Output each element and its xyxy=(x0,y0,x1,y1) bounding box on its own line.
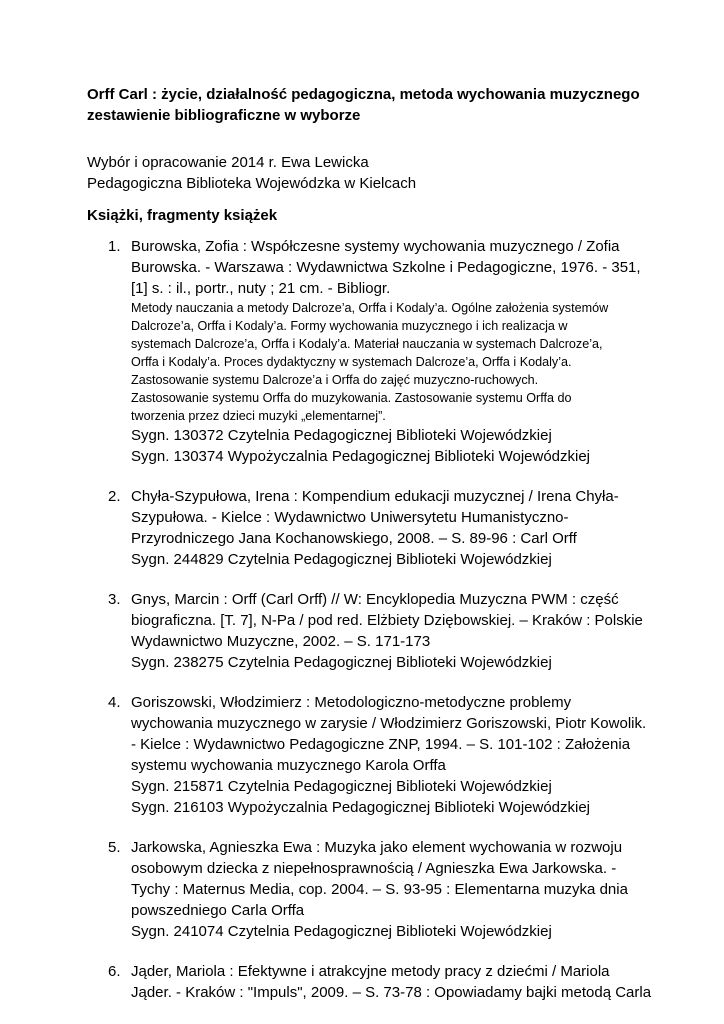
entry-annotation-line: Dalcroze’a, Orffa i Kodaly’a. Formy wychowania muzycznego i ich realizacja w xyxy=(131,319,568,333)
bibliography-entry xyxy=(108,692,668,818)
bibliography-entry xyxy=(108,837,668,942)
title-line: Orff Carl : życie, działalność pedagogiczna, metoda wychowania muzycznego xyxy=(87,86,640,103)
entry-citation-line: Jąder, Mariola : Efektywne i atrakcyjne metody pracy z dziećmi / Mariola xyxy=(131,963,610,980)
entry-citation-line: systemu wychowania muzycznego Karola Orffa xyxy=(131,757,446,774)
entry-body xyxy=(131,236,668,467)
entry-citation-line: Przyrodniczego Jana Kochanowskiego, 2008. – S. 89-96 : Carl Orff xyxy=(131,530,577,547)
bibliography-list xyxy=(108,236,668,1022)
entry-annotation-line: systemach Dalcroze’a, Orffa i Kodaly’a. Materiał nauczania w systemach Dalcroze’a, xyxy=(131,337,603,351)
entry-call-number: Sygn. 130372 Czytelnia Pedagogicznej Biblioteki Wojewódzkiej xyxy=(131,427,552,444)
entry-citation-line: Chyła-Szypułowa, Irena : Kompendium edukacji muzycznej / Irena Chyła- xyxy=(131,488,619,505)
bibliography-entry xyxy=(108,589,668,673)
bibliography-entry xyxy=(108,236,668,467)
entry-body xyxy=(131,961,668,1003)
compiler-line: Wybór i opracowanie 2014 r. Ewa Lewicka xyxy=(87,154,369,171)
entry-number: 1. xyxy=(108,238,121,255)
entry-number: 6. xyxy=(108,963,121,980)
entry-citation-line: wychowania muzycznego w zarysie / Włodzimierz Goriszowski, Piotr Kowolik. xyxy=(131,715,647,732)
entry-body xyxy=(131,589,668,673)
entry-annotation-line: Metody nauczania a metody Dalcroze’a, Orffa i Kodaly’a. Ogólne założenia systemów xyxy=(131,301,609,315)
entry-citation-line: powszedniego Carla Orffa xyxy=(131,902,305,919)
entry-citation-line: Gnys, Marcin : Orff (Carl Orff) // W: Encyklopedia Muzyczna PWM : część xyxy=(131,591,619,608)
bibliography-entry xyxy=(108,486,668,570)
entry-annotation-line: Orffa i Kodaly’a. Proces dydaktyczny w systemach Dalcroze’a, Orffa i Kodaly’a. xyxy=(131,355,572,369)
entry-annotation-line: Zastosowanie systemu Orffa do muzykowania. Zastosowanie systemu Orffa do xyxy=(131,391,572,405)
entry-citation-line: biograficzna. [T. 7], N-Pa / pod red. Elżbiety Dziębowskiej. – Kraków : Polskie xyxy=(131,612,643,629)
entry-call-number: Sygn. 244829 Czytelnia Pedagogicznej Biblioteki Wojewódzkiej xyxy=(131,551,552,568)
compilation-info xyxy=(87,152,416,194)
entry-citation-line: Tychy : Maternus Media, cop. 2004. – S. 93-95 : Elementarna muzyka dnia xyxy=(131,881,628,898)
entry-call-number: Sygn. 130374 Wypożyczalnia Pedagogicznej Biblioteki Wojewódzkiej xyxy=(131,448,591,465)
entry-body xyxy=(131,837,668,942)
entry-citation-line: Goriszowski, Włodzimierz : Metodologiczno-metodyczne problemy xyxy=(131,694,572,711)
entry-citation-line: Wydawnictwo Muzyczne, 2002. – S. 171-173 xyxy=(131,633,431,650)
entry-citation-line: Szypułowa. - Kielce : Wydawnictwo Uniwersytetu Humanistyczno- xyxy=(131,509,569,526)
entry-citation-line: Burowska. - Warszawa : Wydawnictwa Szkolne i Pedagogiczne, 1976. - 351, xyxy=(131,259,641,276)
entry-call-number: Sygn. 238275 Czytelnia Pedagogicznej Biblioteki Wojewódzkiej xyxy=(131,654,552,671)
entry-citation-line: [1] s. : il., portr., nuty ; 21 cm. - Bibliogr. xyxy=(131,280,391,297)
entry-call-number: Sygn. 215871 Czytelnia Pedagogicznej Biblioteki Wojewódzkiej xyxy=(131,778,552,795)
entry-citation-line: Burowska, Zofia : Współczesne systemy wychowania muzycznego / Zofia xyxy=(131,238,620,255)
entry-number: 3. xyxy=(108,591,121,608)
entry-call-number: Sygn. 241074 Czytelnia Pedagogicznej Biblioteki Wojewódzkiej xyxy=(131,923,552,940)
entry-annotation-line: tworzenia przez dzieci muzyki „elementarnej”. xyxy=(131,409,386,423)
entry-call-number: Sygn. 216103 Wypożyczalnia Pedagogicznej Biblioteki Wojewódzkiej xyxy=(131,799,591,816)
entry-citation-line: - Kielce : Wydawnictwo Pedagogiczne ZNP, 1994. – S. 101-102 : Założenia xyxy=(131,736,631,753)
bibliography-entry xyxy=(108,961,668,1003)
entry-citation-line: Jąder. - Kraków : "Impuls", 2009. – S. 73-78 : Opowiadamy bajki metodą Carla xyxy=(131,984,652,1001)
entry-annotation-line: Zastosowanie systemu Dalcroze’a i Orffa do zajęć muzyczno-ruchowych. xyxy=(131,373,539,387)
entry-citation-line: Jarkowska, Agnieszka Ewa : Muzyka jako element wychowania w rozwoju xyxy=(131,839,623,856)
title-line: zestawienie bibliograficzne w wyborze xyxy=(87,107,361,124)
entry-number: 4. xyxy=(108,694,121,711)
entry-number: 5. xyxy=(108,839,121,856)
library-line: Pedagogiczna Biblioteka Wojewódzka w Kielcach xyxy=(87,175,417,192)
entry-citation-line: osobowym dziecka z niepełnosprawnością / Agnieszka Ewa Jarkowska. - xyxy=(131,860,617,877)
section-heading: Książki, fragmenty książek xyxy=(87,207,278,224)
entry-body xyxy=(131,486,668,570)
entry-body xyxy=(131,692,668,818)
entry-number: 2. xyxy=(108,488,121,505)
document-title xyxy=(87,84,667,126)
